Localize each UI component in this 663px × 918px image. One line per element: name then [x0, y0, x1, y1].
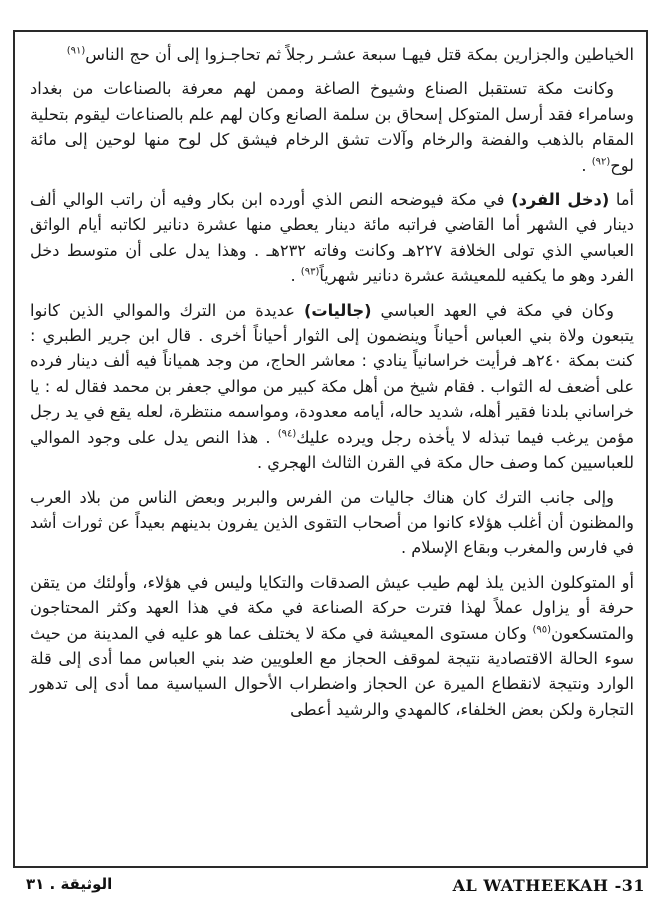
text-run: .: [581, 155, 592, 175]
journal-title-en: AL WATHEEKAH -31: [452, 876, 645, 895]
text-run: وكانت مكة تستقبل الصناع وشيوخ الصاغة وممن لهم معرفة بالصناعات من بغداد وسامراء فقد أرسل المتوكل إسحاق بن سلمة الصانع وكان لهم علم بالصناعات ليقوم بتحلية المقام بالذهب والفضة والرخام وآلات تشق الرخام فيشق كل لوح منها لوحين إلى مائة لوح: [30, 79, 634, 175]
text-run: الخياطين والجزارين بمكة قتل فيهـا سبعة عشـر رجلاً ثم تحاجـزوا إلى أن حج الناس: [85, 45, 634, 64]
footnote-ref: (٩١): [66, 45, 86, 57]
paragraph: [30, 187, 634, 289]
footnote-ref: (٩٣): [300, 266, 320, 278]
footnote-ref: (٩٢): [591, 156, 611, 168]
text-run: أو المتوكلون الذين يلذ لهم طيب عيش الصدقات والتكايا وليس في هؤلاء، وأولئك من يتقن حرفة أو يزاول عملاً لهذا فترت حركة الصناعة في مكة في هذا العهد وكثر المحتاجون والمتسكعون: [30, 572, 634, 643]
bold-term: (جاليات): [303, 300, 372, 320]
article-body: [30, 42, 634, 731]
text-run: في مكة فيوضحه النص الذي أورده ابن بكار وفيه أن راتب الوالي ألف دينار في الشهر أما القاضي فراتبه مائة دينار يعطي منها عشرة دنانير لكاتبه أيام الواثق العباسي الذي تولى الخلافة ٢٢٧هـ وكانت وفاته ٢٣٢هـ . وهذا يدل على أن متوسط دخل الفرد وهو ما يكفيه للمعيشة عشرة دنانير شهرياً: [30, 190, 634, 286]
text-run: عديدة من الترك والموالي الذين كانوا يتبعون ولاة بني العباس أحياناً وينضمون إلى الثوار أحياناً أخرى . قال ابن جرير الطبري : كنت بمكة ٢٤٠هـ فرأيت خراسانياً ينادي : معاشر الحاج، من وجد همياناً فيه ألف دينار فرده على أضعف له الثواب . فقام شيخ من أهل مكة كبير من موالي جعفر بن محمد فقال له : يا خراساني بلدنا فقير أهله، شديد حاله، أيامه معدودة، ومواسمه منتظرة، لعله يقع في يد رجل مؤمن يرغب فيما تبذله لا يأخذه رجل ويرده عليك: [30, 300, 634, 447]
paragraph: [30, 76, 634, 178]
paragraph: [30, 485, 634, 561]
bold-term: (دخل الفرد): [511, 190, 610, 210]
text-run: وكان في مكة في العهد العباسي: [371, 300, 614, 320]
paragraph: [30, 298, 634, 476]
journal-title-ar: الوثيقة . ٣١: [26, 875, 113, 893]
text-run: أما: [609, 190, 634, 210]
page-footer: [18, 872, 645, 898]
footnote-ref: (٩٤): [277, 428, 297, 440]
text-run: وإلى جانب الترك كان هناك جاليات من الفرس والبربر وبعض الناس من بلاد العرب والمظنون أن أغلب هؤلاء كانوا من أصحاب التقوى الذين يفرون بدينهم بعيداً عن ثورات أشد في فارس والمغرب وبقاع الإسلام .: [30, 487, 634, 558]
text-run: . هذا النص يدل على وجود الموالي للعباسيين كما وصف حال مكة في القرن الثالث الهجري .: [30, 427, 634, 473]
paragraph: [30, 42, 634, 67]
paragraph: [30, 570, 634, 722]
text-run: .: [290, 266, 301, 286]
text-run: وكان مستوى المعيشة في مكة لا يختلف عما هو عليه في المدينة من حيث سوء الحالة الاقتصادية نتيجة لموقف الحجاز مع العلويين ضد بني العباس مما أدى إلى قلة الوارد ونتيجة لانقطاع الميرة عن الحجاز واضطراب الأحوال السياسية مما أدى إلى تدهور التجارة ولكن بعض الخلفاء، كالمهدي والرشيد أعطى: [30, 623, 634, 719]
footnote-ref: (٩٥): [532, 624, 552, 636]
